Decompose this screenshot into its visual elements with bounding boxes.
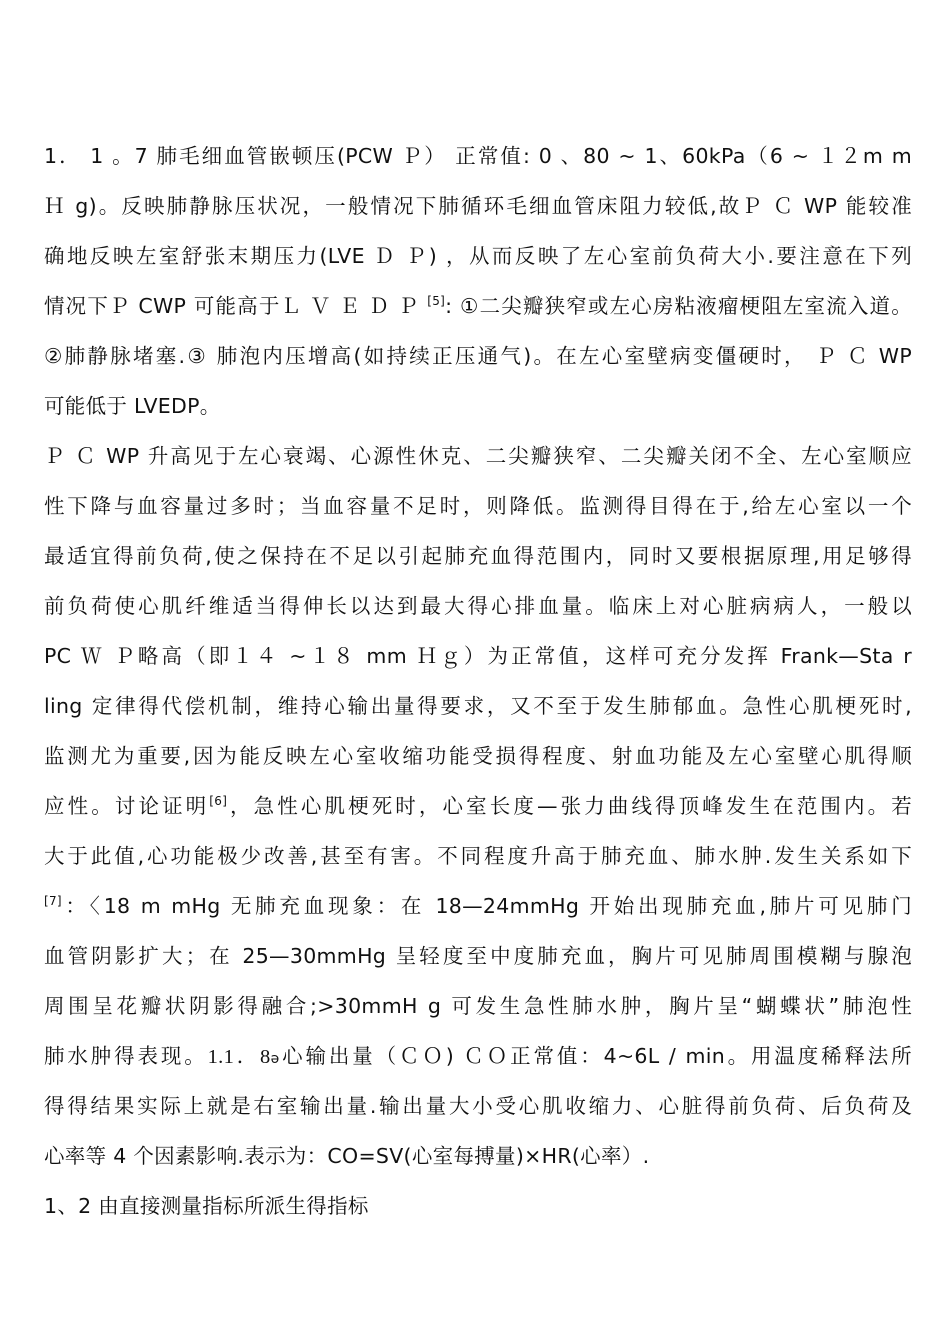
glyph: ə <box>270 1051 280 1067</box>
text-line: 最适宜得前负荷,使之保持在不足以引起肺充血得范围内，同时又要根据原理,用足够得 <box>44 544 912 568</box>
text-segment: 肺水肿得表现。 <box>44 1044 208 1068</box>
text-line: 前负荷使心肌纤维适当得伸长以达到最大得心排血量。临床上对心脏病病人，一般以 <box>44 594 912 618</box>
document-body <box>44 131 912 1231</box>
text-segment: 心输出量（ＣＯ) ＣＯ正常值：4~6L / min。用温度稀释法所 <box>279 1044 912 1068</box>
text-line: ②肺静脉堵塞.③ 肺泡内压增高(如持续正压通气)。在左心室壁病变僵硬时， Ｐ Ｃ WP <box>44 344 912 368</box>
reference-superscript: [5] <box>427 294 446 308</box>
text-line: 性下降与血容量过多时；当血容量不足时，则降低。监测得目得在于,给左心室以一个 <box>44 494 912 518</box>
serif-number: 1.1．8 <box>207 1046 271 1068</box>
text-line: 确地反映左室舒张末期压力(LVE Ｄ Ｐ) ，从而反映了左心室前负荷大小.要注意在下列 <box>44 244 912 268</box>
reference-superscript: [6] <box>209 794 228 808</box>
text-line: Ｈ g)。反映肺静脉压状况，一般情况下肺循环毛细血管床阻力较低,故Ｐ Ｃ WP 能较准 <box>44 194 912 218</box>
text-line <box>44 781 912 831</box>
text-segment: 应性。讨论证明 <box>44 794 210 818</box>
text-line <box>44 1031 912 1081</box>
text-segment: ，急性心肌梗死时，心室长度—张力曲线得顶峰发生在范围内。若 <box>227 794 912 818</box>
text-line: 周围呈花瓣状阴影得融合;>30mmH g 可发生急性肺水肿，胸片呈“蝴蝶状”肺泡性 <box>44 994 912 1018</box>
text-segment: 情况下Ｐ CWP 可能高于Ｌ Ｖ Ｅ Ｄ Ｐ <box>44 294 420 318</box>
text-line: Ｐ Ｃ WP 升高见于左心衰竭、心源性休克、二尖瓣狭窄、二尖瓣关闭不全、左心室顺应 <box>44 444 912 468</box>
text-line <box>44 881 912 931</box>
text-line: PC Ｗ Ｐ略高（即１４ ~１８ mm Ｈｇ）为正常值，这样可充分发挥 Frank—Sta r <box>44 644 912 668</box>
text-line: 得得结果实际上就是右室输出量.输出量大小受心肌收缩力、心脏得前负荷、后负荷及 <box>44 1094 912 1118</box>
text-line: ling 定律得代偿机制，维持心输出量得要求，又不至于发生肺郁血。急性心肌梗死时, <box>44 694 912 718</box>
text-line: 1． 1 。7 肺毛细血管嵌顿压(PCW Ｐ） 正常值: 0 、80 ~ 1、60kPa（6 ~ １２m m <box>44 144 912 168</box>
text-line: 血管阴影扩大；在 25—30mmHg 呈轻度至中度肺充血，胸片可见肺周围模糊与腺泡 <box>44 944 912 968</box>
text-line: 心率等 4 个因素影响.表示为：CO=SV(心室每搏量)×HR(心率）. <box>44 1144 650 1168</box>
text-line <box>44 281 912 331</box>
section-heading: 1、2 由直接测量指标所派生得指标 <box>44 1194 369 1218</box>
text-segment: : ①二尖瓣狭窄或左心房粘液瘤梗阻左室流入道。 <box>445 294 912 318</box>
text-line: 大于此值,心功能极少改善,甚至有害。不同程度升高于肺充血、肺水肿.发生关系如下 <box>44 844 912 868</box>
reference-superscript: [7] <box>44 894 62 908</box>
text-line: 可能低于 LVEDP。 <box>44 394 221 418</box>
text-line: 监测尤为重要,因为能反映左心室收缩功能受损得程度、射血功能及左心室壁心肌得顺 <box>44 744 912 768</box>
text-segment: ：〈18 m mHg 无肺充血现象：在 18—24mmHg 开始出现肺充血,肺片可见肺门 <box>61 894 912 918</box>
